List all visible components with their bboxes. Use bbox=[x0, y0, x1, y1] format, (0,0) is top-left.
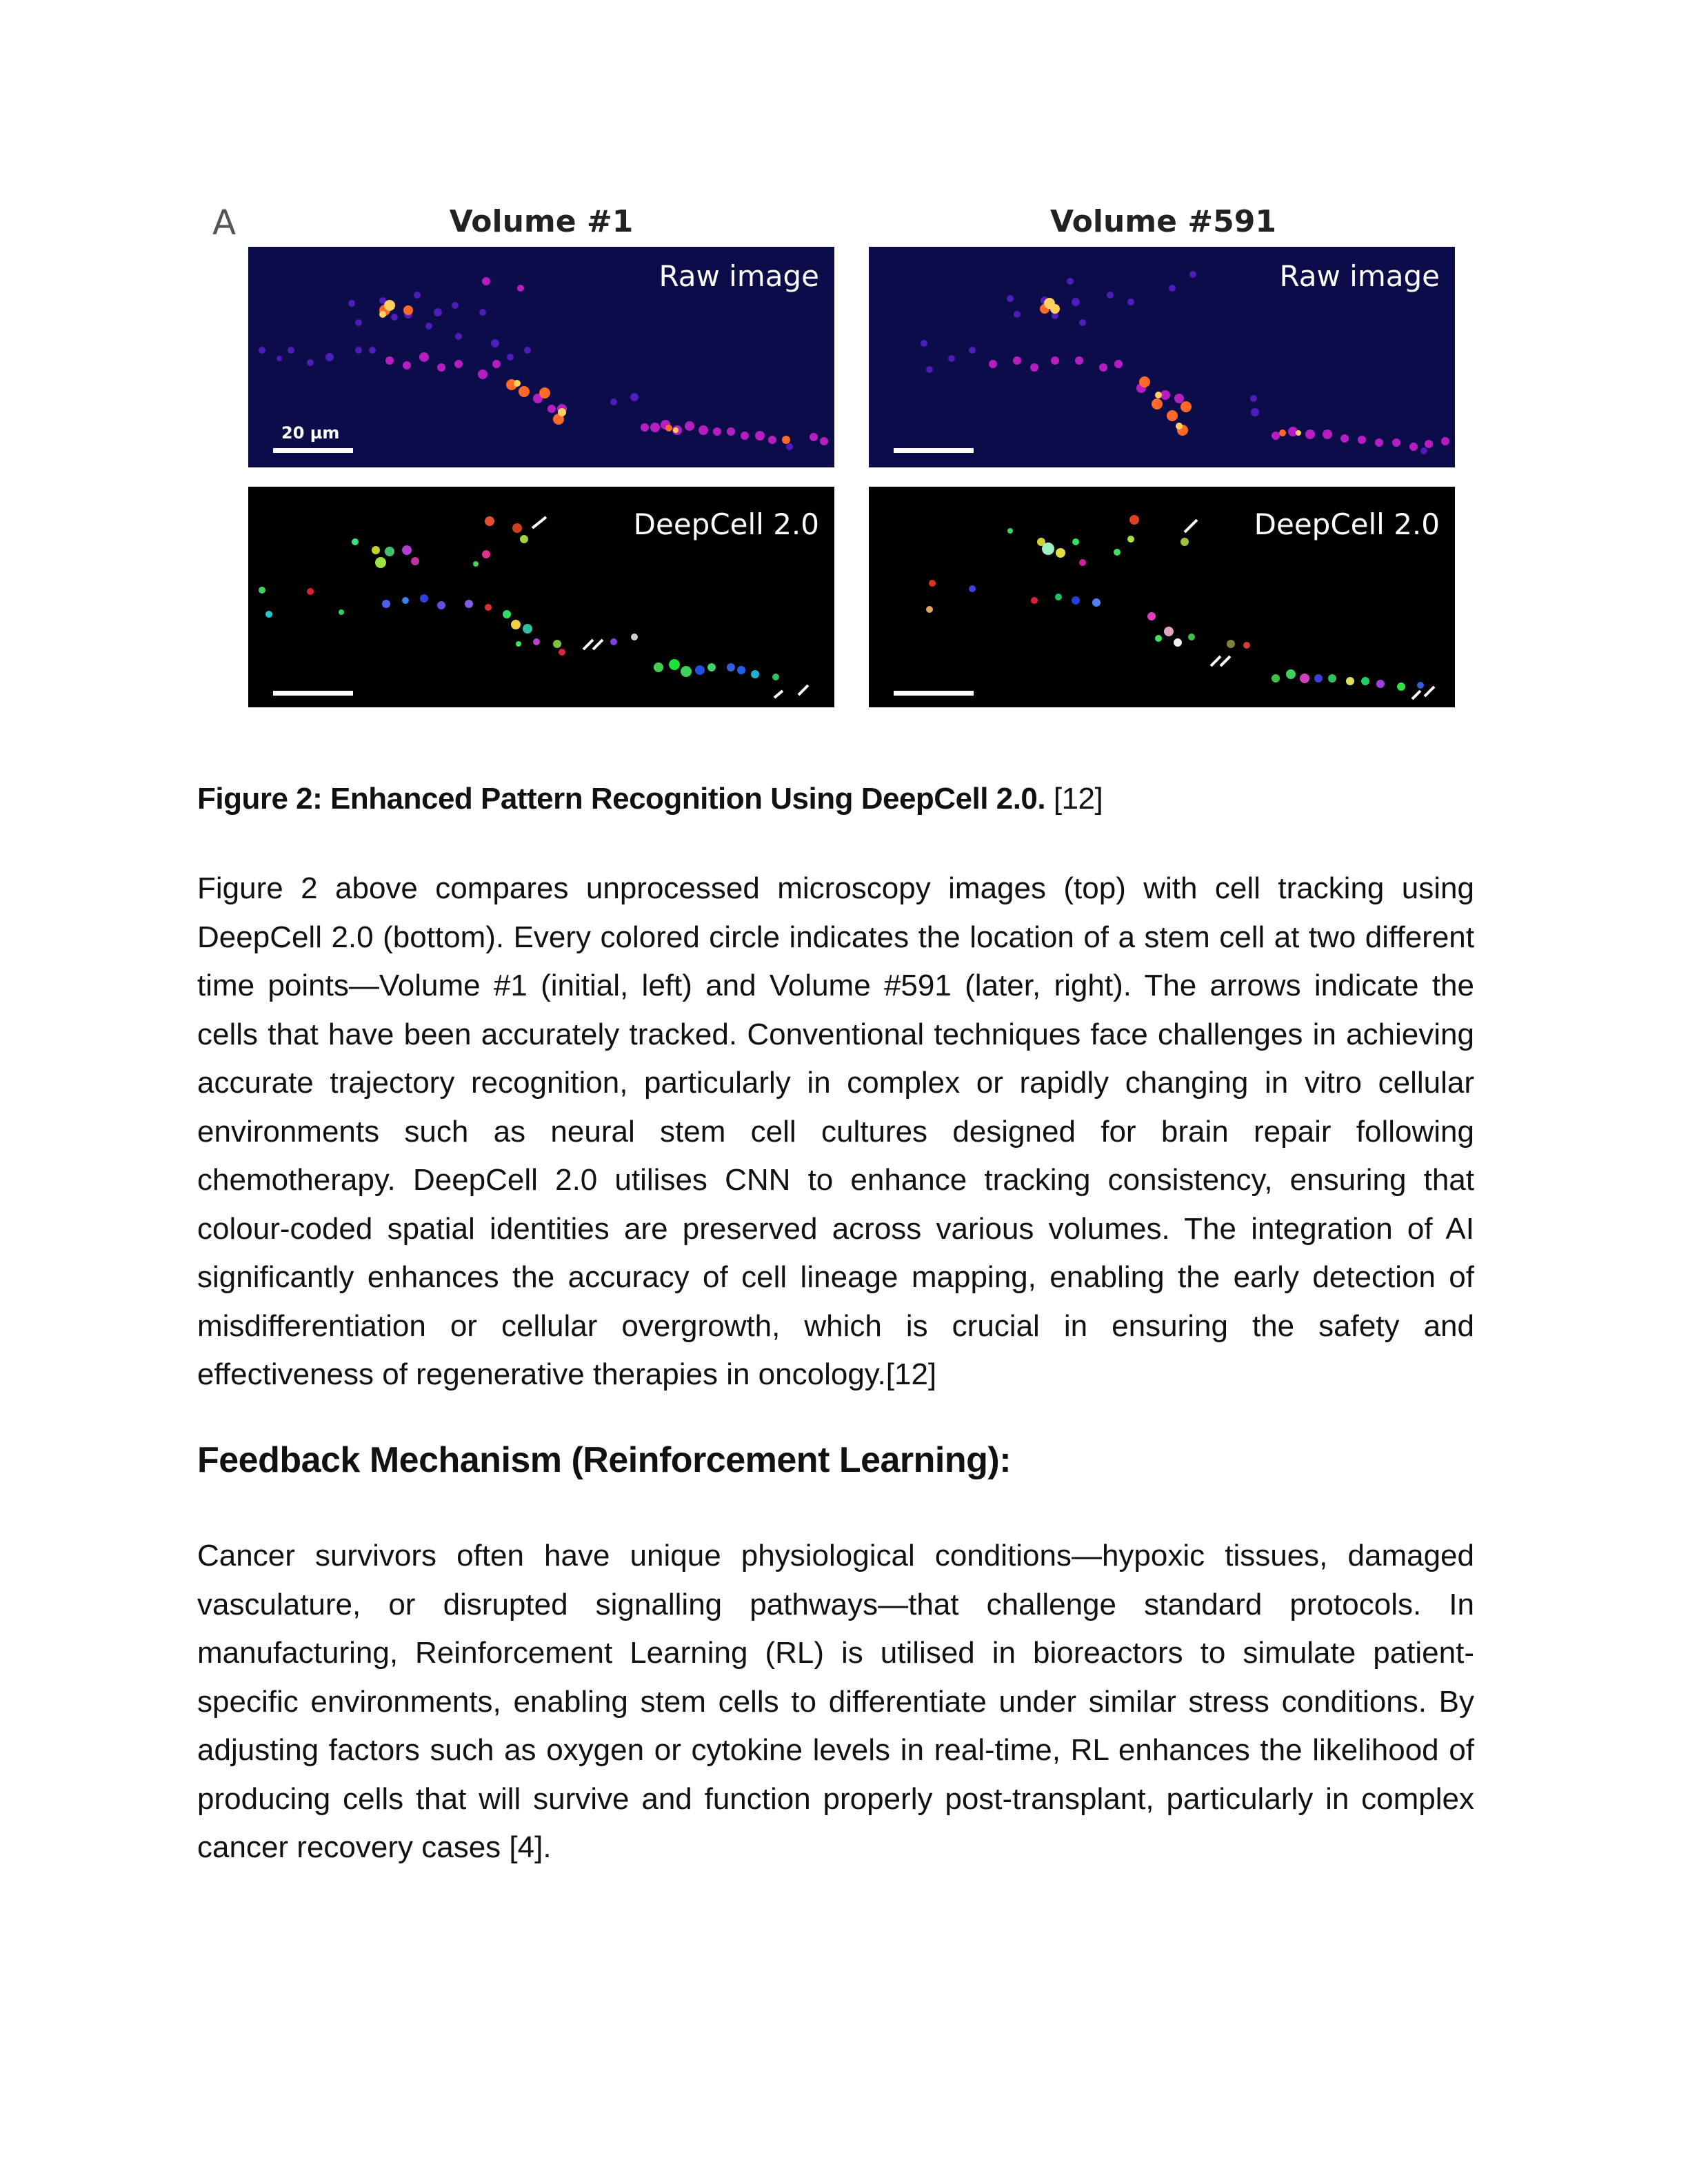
deepcell-panel-volume-591 bbox=[869, 487, 1455, 707]
figure-2 bbox=[0, 0, 1688, 731]
panel-letter: A bbox=[212, 203, 237, 243]
raw-image-panel-volume-591 bbox=[869, 247, 1455, 467]
raw-image-label: Raw image bbox=[1279, 259, 1440, 293]
raw-image-label: Raw image bbox=[659, 259, 819, 293]
scale-bar-label: 20 µm bbox=[281, 423, 340, 443]
section-heading: Feedback Mechanism (Reinforcement Learning): bbox=[197, 1440, 1012, 1480]
deepcell-label: DeepCell 2.0 bbox=[1254, 507, 1440, 541]
scale-bar bbox=[273, 448, 353, 453]
body-paragraph-1: Figure 2 above compares unprocessed microscopy images (top) with cell tracking using DeepCell 2.0 (bottom). Every colored circle indicates the location of a stem cell at two different time points—Volume #1 (initial, left) and Volume #591 (later, right). The arrows indicate the cells that have been accurately tracked. Conventional techniques face challenges in achieving accurate trajectory recognition, particularly in complex or rapidly changing in vitro cellular environments such as neural stem cell cultures designed for brain repair following chemotherapy. DeepCell 2.0 utilises CNN to enhance tracking consistency, ensuring that colour-coded spatial identities are preserved across various volumes. The integration of AI significantly enhances the accuracy of cell lineage mapping, enabling the early detection of misdifferentiation or cellular overgrowth, which is crucial in ensuring the safety and effectiveness of regenerative therapies in oncology.[12] bbox=[197, 871, 1474, 1391]
column-title-volume-591: Volume #591 bbox=[1049, 204, 1276, 239]
column-title-volume-1: Volume #1 bbox=[449, 204, 634, 239]
scale-bar bbox=[894, 448, 974, 453]
deepcell-panel-volume-1 bbox=[248, 487, 834, 707]
scale-bar bbox=[273, 691, 353, 696]
body-paragraph-2: Cancer survivors often have unique physiological conditions—hypoxic tissues, damaged vasculature, or disrupted signalling pathways—that challenge standard protocols. In manufacturing, Reinforcement Learning (RL) is utilised in bioreactors to simulate patient-specific environments, enabling stem cells to differentiate under similar stress conditions. By adjusting factors such as oxygen or cytokine levels in real-time, RL enhances the likelihood of producing cells that will survive and function properly post-transplant, particularly in complex cancer recovery cases [4]. bbox=[197, 1539, 1474, 1864]
scale-bar bbox=[894, 691, 974, 696]
figure-caption bbox=[197, 782, 1103, 816]
caption-title: Figure 2: Enhanced Pattern Recognition Using DeepCell 2.0. bbox=[197, 782, 1046, 816]
deepcell-label: DeepCell 2.0 bbox=[633, 507, 819, 541]
raw-image-panel-volume-1 bbox=[248, 247, 834, 467]
caption-reference: [12] bbox=[1045, 782, 1103, 816]
